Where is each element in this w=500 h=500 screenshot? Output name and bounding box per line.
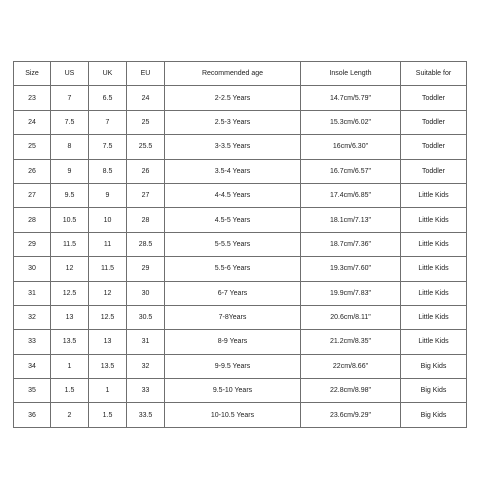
cell-suitable-for: Big Kids bbox=[401, 354, 467, 378]
header-row bbox=[14, 62, 467, 86]
cell-size: 26 bbox=[14, 159, 51, 183]
header-cell-eu: EU bbox=[127, 62, 165, 86]
size-chart-table bbox=[13, 61, 467, 428]
table-row bbox=[14, 281, 467, 305]
header-cell-recommended-age: Recommended age bbox=[165, 62, 301, 86]
cell-uk: 13 bbox=[89, 330, 127, 354]
cell-uk: 8.5 bbox=[89, 159, 127, 183]
table-row bbox=[14, 379, 467, 403]
cell-insole-length: 18.1cm/7.13" bbox=[301, 208, 401, 232]
header-cell-suitable-for: Suitable for bbox=[401, 62, 467, 86]
cell-eu: 24 bbox=[127, 86, 165, 110]
table-row bbox=[14, 403, 467, 427]
table-row bbox=[14, 257, 467, 281]
cell-insole-length: 16.7cm/6.57" bbox=[301, 159, 401, 183]
cell-insole-length: 21.2cm/8.35" bbox=[301, 330, 401, 354]
cell-eu: 29 bbox=[127, 257, 165, 281]
cell-uk: 11.5 bbox=[89, 257, 127, 281]
cell-uk: 1 bbox=[89, 379, 127, 403]
cell-uk: 11 bbox=[89, 232, 127, 256]
cell-insole-length: 17.4cm/6.85" bbox=[301, 183, 401, 207]
header-cell-size: Size bbox=[14, 62, 51, 86]
cell-uk: 12 bbox=[89, 281, 127, 305]
cell-size: 28 bbox=[14, 208, 51, 232]
cell-insole-length: 19.9cm/7.83" bbox=[301, 281, 401, 305]
cell-us: 13 bbox=[51, 305, 89, 329]
cell-size: 35 bbox=[14, 379, 51, 403]
table-row bbox=[14, 159, 467, 183]
cell-recommended-age: 9-9.5 Years bbox=[165, 354, 301, 378]
cell-suitable-for: Toddler bbox=[401, 110, 467, 134]
cell-insole-length: 23.6cm/9.29" bbox=[301, 403, 401, 427]
cell-us: 2 bbox=[51, 403, 89, 427]
cell-recommended-age: 4-4.5 Years bbox=[165, 183, 301, 207]
cell-suitable-for: Little Kids bbox=[401, 183, 467, 207]
table-row bbox=[14, 354, 467, 378]
cell-uk: 7.5 bbox=[89, 135, 127, 159]
header-cell-us: US bbox=[51, 62, 89, 86]
table-row bbox=[14, 135, 467, 159]
cell-us: 7 bbox=[51, 86, 89, 110]
cell-us: 11.5 bbox=[51, 232, 89, 256]
table-row bbox=[14, 208, 467, 232]
cell-us: 12 bbox=[51, 257, 89, 281]
cell-suitable-for: Little Kids bbox=[401, 257, 467, 281]
cell-eu: 33.5 bbox=[127, 403, 165, 427]
cell-eu: 32 bbox=[127, 354, 165, 378]
cell-uk: 12.5 bbox=[89, 305, 127, 329]
cell-recommended-age: 6-7 Years bbox=[165, 281, 301, 305]
cell-recommended-age: 2-2.5 Years bbox=[165, 86, 301, 110]
cell-eu: 30.5 bbox=[127, 305, 165, 329]
cell-insole-length: 22cm/8.66" bbox=[301, 354, 401, 378]
cell-suitable-for: Toddler bbox=[401, 159, 467, 183]
cell-eu: 25 bbox=[127, 110, 165, 134]
cell-uk: 6.5 bbox=[89, 86, 127, 110]
cell-size: 30 bbox=[14, 257, 51, 281]
cell-us: 12.5 bbox=[51, 281, 89, 305]
cell-eu: 26 bbox=[127, 159, 165, 183]
table-row bbox=[14, 183, 467, 207]
cell-eu: 27 bbox=[127, 183, 165, 207]
table-row bbox=[14, 305, 467, 329]
cell-insole-length: 16cm/6.30" bbox=[301, 135, 401, 159]
cell-us: 1.5 bbox=[51, 379, 89, 403]
cell-suitable-for: Toddler bbox=[401, 86, 467, 110]
cell-eu: 28 bbox=[127, 208, 165, 232]
cell-us: 8 bbox=[51, 135, 89, 159]
cell-size: 29 bbox=[14, 232, 51, 256]
cell-recommended-age: 4.5-5 Years bbox=[165, 208, 301, 232]
cell-eu: 33 bbox=[127, 379, 165, 403]
cell-insole-length: 18.7cm/7.36" bbox=[301, 232, 401, 256]
cell-us: 9 bbox=[51, 159, 89, 183]
cell-eu: 28.5 bbox=[127, 232, 165, 256]
cell-suitable-for: Little Kids bbox=[401, 330, 467, 354]
cell-size: 27 bbox=[14, 183, 51, 207]
cell-eu: 25.5 bbox=[127, 135, 165, 159]
cell-us: 13.5 bbox=[51, 330, 89, 354]
cell-insole-length: 15.3cm/6.02" bbox=[301, 110, 401, 134]
cell-size: 23 bbox=[14, 86, 51, 110]
cell-insole-length: 22.8cm/8.98" bbox=[301, 379, 401, 403]
header-cell-uk: UK bbox=[89, 62, 127, 86]
cell-suitable-for: Big Kids bbox=[401, 379, 467, 403]
cell-uk: 9 bbox=[89, 183, 127, 207]
cell-uk: 13.5 bbox=[89, 354, 127, 378]
cell-us: 7.5 bbox=[51, 110, 89, 134]
cell-us: 10.5 bbox=[51, 208, 89, 232]
cell-recommended-age: 10-10.5 Years bbox=[165, 403, 301, 427]
cell-suitable-for: Little Kids bbox=[401, 232, 467, 256]
cell-recommended-age: 5.5-6 Years bbox=[165, 257, 301, 281]
cell-size: 31 bbox=[14, 281, 51, 305]
cell-size: 33 bbox=[14, 330, 51, 354]
cell-size: 25 bbox=[14, 135, 51, 159]
cell-recommended-age: 3.5-4 Years bbox=[165, 159, 301, 183]
cell-uk: 1.5 bbox=[89, 403, 127, 427]
table-row bbox=[14, 110, 467, 134]
cell-recommended-age: 5-5.5 Years bbox=[165, 232, 301, 256]
cell-us: 1 bbox=[51, 354, 89, 378]
cell-suitable-for: Big Kids bbox=[401, 403, 467, 427]
cell-us: 9.5 bbox=[51, 183, 89, 207]
cell-eu: 31 bbox=[127, 330, 165, 354]
cell-insole-length: 19.3cm/7.60" bbox=[301, 257, 401, 281]
cell-insole-length: 14.7cm/5.79" bbox=[301, 86, 401, 110]
cell-eu: 30 bbox=[127, 281, 165, 305]
cell-suitable-for: Little Kids bbox=[401, 281, 467, 305]
cell-recommended-age: 3-3.5 Years bbox=[165, 135, 301, 159]
cell-insole-length: 20.6cm/8.11" bbox=[301, 305, 401, 329]
header-cell-insole-length: Insole Length bbox=[301, 62, 401, 86]
cell-uk: 10 bbox=[89, 208, 127, 232]
cell-size: 32 bbox=[14, 305, 51, 329]
cell-recommended-age: 7-8Years bbox=[165, 305, 301, 329]
table-header bbox=[14, 62, 467, 86]
cell-recommended-age: 2.5-3 Years bbox=[165, 110, 301, 134]
cell-suitable-for: Little Kids bbox=[401, 305, 467, 329]
table-row bbox=[14, 86, 467, 110]
cell-recommended-age: 8-9 Years bbox=[165, 330, 301, 354]
table-row bbox=[14, 232, 467, 256]
cell-suitable-for: Toddler bbox=[401, 135, 467, 159]
cell-uk: 7 bbox=[89, 110, 127, 134]
cell-recommended-age: 9.5-10 Years bbox=[165, 379, 301, 403]
cell-size: 24 bbox=[14, 110, 51, 134]
table-body bbox=[14, 86, 467, 427]
cell-size: 34 bbox=[14, 354, 51, 378]
cell-size: 36 bbox=[14, 403, 51, 427]
table-row bbox=[14, 330, 467, 354]
cell-suitable-for: Little Kids bbox=[401, 208, 467, 232]
